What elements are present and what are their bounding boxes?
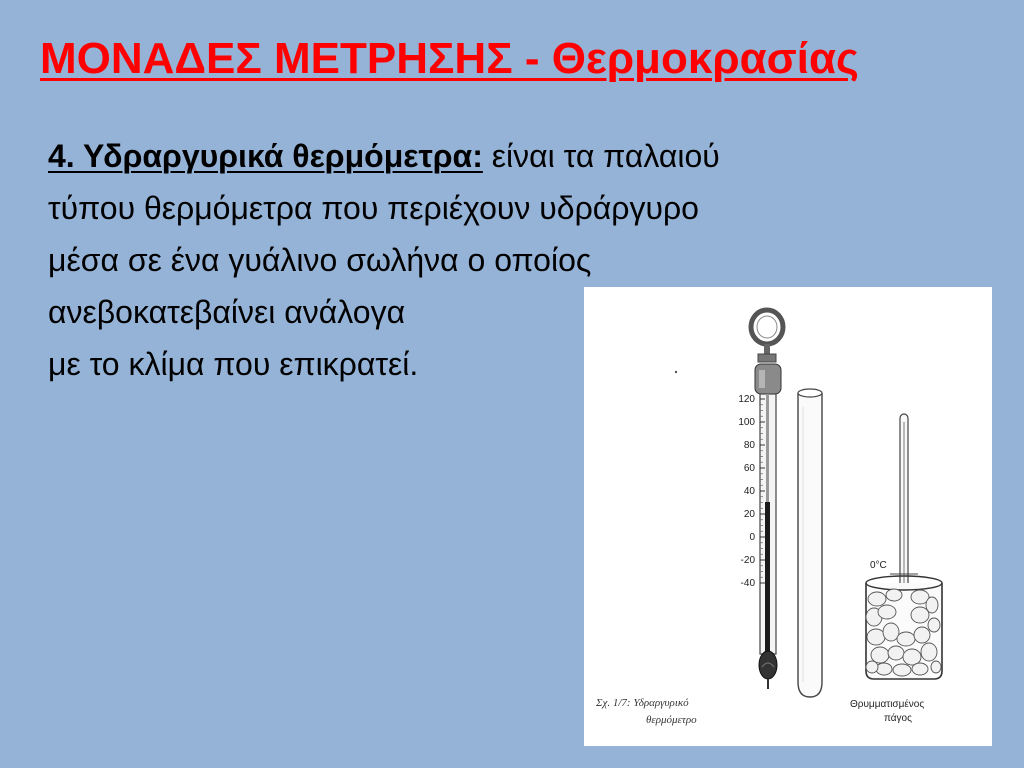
ice-piece <box>897 632 915 646</box>
thermometer-bulb-icon <box>759 651 777 689</box>
scale-tick-label: 60 <box>743 463 755 474</box>
hanging-ring-icon <box>751 310 783 362</box>
scale-tick-label: 120 <box>738 394 755 405</box>
scale-tick-label: 20 <box>743 509 755 520</box>
scale-tick-label: -40 <box>740 578 755 589</box>
paragraph-line-1 <box>48 130 948 182</box>
thermometer-cap-icon <box>755 364 781 394</box>
scale-tick-label: 100 <box>738 417 755 428</box>
glass-test-tube-icon <box>798 389 822 697</box>
paragraph-line-1-text: είναι τα παλαιού <box>482 138 720 174</box>
ice-piece <box>886 589 902 601</box>
paragraph-line-3: μέσα σε ένα γυάλινο σωλήνα ο οποίος <box>48 242 592 278</box>
scale-tick-label: 40 <box>743 486 755 497</box>
thermometer-illustration <box>584 287 992 746</box>
slide-title: ΜΟΝΑΔΕΣ ΜΕΤΡΗΣΗΣ - Θερμοκρασίας <box>40 34 859 83</box>
ice-piece <box>903 649 921 665</box>
paragraph-line-2: τύπου θερμόμετρα που περιέχουν υδράργυρο <box>48 190 699 226</box>
ice-piece <box>866 661 878 673</box>
paragraph-line-4: ανεβοκατεβαίνει ανάλογα <box>48 294 406 330</box>
ice-label-line-2: πάγος <box>884 713 912 724</box>
scale-tick-label: -20 <box>740 555 755 566</box>
thermometer-figure <box>584 287 992 746</box>
scale-tick-label: 80 <box>743 440 755 451</box>
ice-piece <box>914 627 930 643</box>
ice-piece <box>893 664 911 676</box>
ice-piece <box>867 629 885 645</box>
ice-label-line-1: Θρυμματισμένος <box>850 699 925 710</box>
ice-piece <box>928 618 940 632</box>
ice-piece <box>888 646 904 660</box>
figure-caption-line-2: θερμόμετρο <box>646 714 697 726</box>
thermometer-tube <box>760 394 776 654</box>
ice-piece <box>871 647 889 663</box>
ice-piece <box>878 605 896 619</box>
ice-piece <box>921 643 937 661</box>
scale-tick-label: 0 <box>749 532 755 543</box>
ice-beaker-icon <box>866 576 942 679</box>
paragraph-line-5: με το κλίμα που επικρατεί. <box>48 346 419 382</box>
ice-piece <box>868 592 886 606</box>
ice-piece <box>876 663 892 675</box>
figure-caption-line-1: Σχ. 1/7: Υδραργυρικό <box>596 697 689 709</box>
zero-celsius-label: 0°C <box>870 560 887 571</box>
ice-piece <box>912 663 928 675</box>
ice-piece <box>911 607 929 623</box>
paragraph-heading: 4. Υδραργυρικά θερμόμετρα: <box>48 138 483 174</box>
ice-piece <box>931 661 941 673</box>
